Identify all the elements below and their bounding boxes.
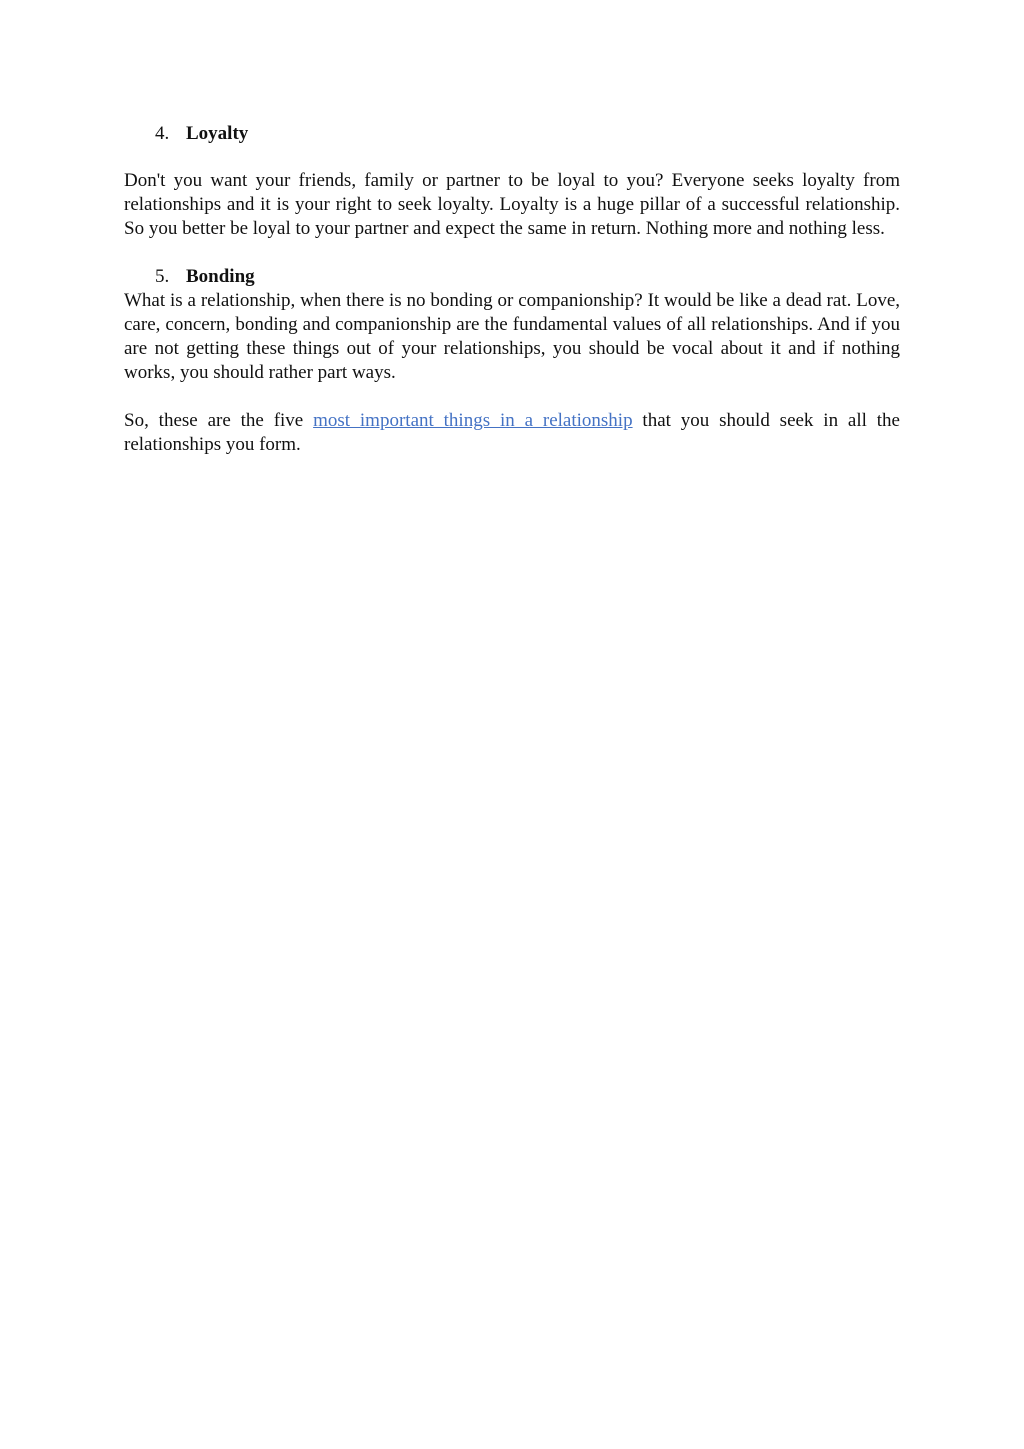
section-heading-loyalty	[124, 122, 900, 146]
section-number: 5.	[155, 266, 170, 287]
section-title: Loyalty	[186, 123, 249, 144]
conclusion-text-before: So, these are the five	[124, 410, 314, 431]
spacer	[124, 241, 900, 265]
section-heading-bonding	[124, 265, 900, 289]
section-body-loyalty: Don't you want your friends, family or partner to be loyal to you? Everyone seeks loyalty from relationships and it is your right to seek loyalty. Loyalty is a huge pillar of a successful relationship. So you better be loyal to your partner and expect the same in return. Nothing more and nothing less.	[124, 170, 900, 239]
spacer	[124, 146, 900, 169]
section-body-bonding: What is a relationship, when there is no bonding or companionship? It would be like a dead rat. Love, care, concern, bonding and companionship are the fundamental values of all relationships. And if you are not getting these things out of your relationships, you should be vocal about it and if nothing works, you should rather part ways.	[124, 290, 900, 383]
relationship-article-link[interactable]: most important things in a relationship	[313, 410, 633, 431]
spacer	[124, 385, 900, 409]
conclusion-text-after: that you should seek in all the relationships you form.	[124, 410, 900, 455]
section-number: 4.	[155, 123, 170, 144]
section-title: Bonding	[186, 266, 255, 287]
document-page	[124, 122, 900, 457]
conclusion-paragraph	[124, 409, 900, 457]
